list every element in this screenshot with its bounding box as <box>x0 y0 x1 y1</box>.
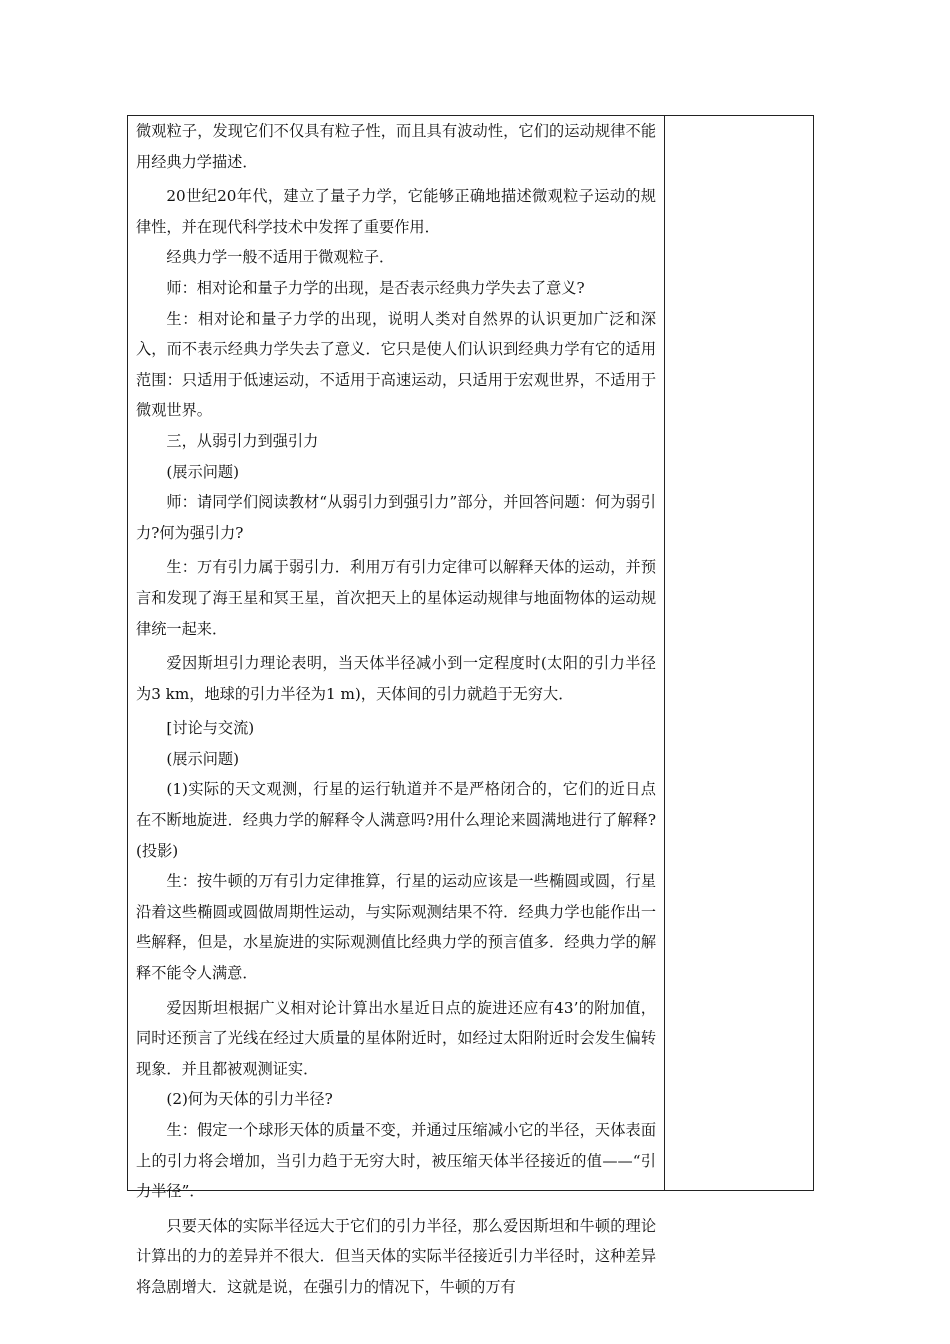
paragraph-8: 师：请同学们阅读教材“从弱引力到强引力”部分，并回答问题：何为弱引力?何为强引力? <box>136 493 656 542</box>
paragraph-7: (展示问题) <box>166 462 239 481</box>
paragraph-6: 三，从弱引力到强引力 <box>166 431 319 450</box>
paragraph-1: 微观粒子，发现它们不仅具有粒子性，而且具有波动性，它们的运动规律不能用经典力学描述． <box>136 122 656 171</box>
paragraph-17: 生：假定一个球形天体的质量不变，并通过压缩减小它的半径，天体表面上的引力将会增加，当引力趋于无穷大时，被压缩天体半径接近的值——“引力半径”． <box>136 1121 656 1201</box>
paragraph-14: 生：按牛顿的万有引力定律推算，行星的运动应该是一些椭圆或圆，行星沿着这些椭圆或圆做周期性运动，与实际观测结果不符．经典力学也能作出一些解释，但是，水星旋进的实际观测值比经典力学的预言值多．经典力学的解释不能令人满意． <box>136 872 656 983</box>
notes-cell <box>665 116 814 1191</box>
paragraph-10: 爱因斯坦引力理论表明，当天体半径减小到一定程度时(太阳的引力半径为3 km，地球的引力半径为1 m)，天体间的引力就趋于无穷大． <box>136 654 656 703</box>
lesson-text <box>128 116 664 1296</box>
paragraph-4: 师：相对论和量子力学的出现，是否表示经典力学失去了意义? <box>166 278 585 297</box>
paragraph-5: 生：相对论和量子力学的出现，说明人类对自然界的认识更加广泛和深入，而不表示经典力学失去了意义．它只是使人们认识到经典力学有它的适用范围：只适用于低速运动，不适用于高速运动，只适用于宏观世界，不适用于微观世界。 <box>136 309 656 420</box>
paragraph-16: (2)何为天体的引力半径? <box>166 1090 333 1109</box>
lesson-table <box>127 115 814 1296</box>
paragraph-9: 生：万有引力属于弱引力．利用万有引力定律可以解释天体的运动，并预言和发现了海王星和冥王星，首次把天上的星体运动规律与地面物体的运动规律统一起来． <box>136 558 656 638</box>
paragraph-18: 只要天体的实际半径远大于它们的引力半径，那么爱因斯坦和牛顿的理论计算出的力的差异并不很大．但当天体的实际半径接近引力半径时，这种差异将急剧增大．这就是说，在强引力的情况下，牛顿的万有 <box>136 1216 656 1296</box>
paragraph-15: 爱因斯坦根据广义相对论计算出水星近日点的旋进还应有43’的附加值，同时还预言了光线在经过大质量的星体附近时，如经过太阳附近时会发生偏转现象．并且都被观测证实． <box>136 998 656 1078</box>
paragraph-3: 经典力学一般不适用于微观粒子． <box>166 248 395 267</box>
paragraph-11: [讨论与交流) <box>166 719 255 738</box>
paragraph-2: 20世纪20年代，建立了量子力学，它能够正确地描述微观粒子运动的规律性，并在现代科学技术中发挥了重要作用． <box>136 187 656 236</box>
paragraph-13: (1)实际的天文观测，行星的运行轨道并不是严格闭合的，它们的近日点在不断地旋进．经典力学的解释令人满意吗?用什么理论来圆满地进行了解释?(投影) <box>136 780 656 860</box>
main-content-cell <box>128 116 665 1296</box>
paragraph-12: (展示问题) <box>166 749 239 768</box>
